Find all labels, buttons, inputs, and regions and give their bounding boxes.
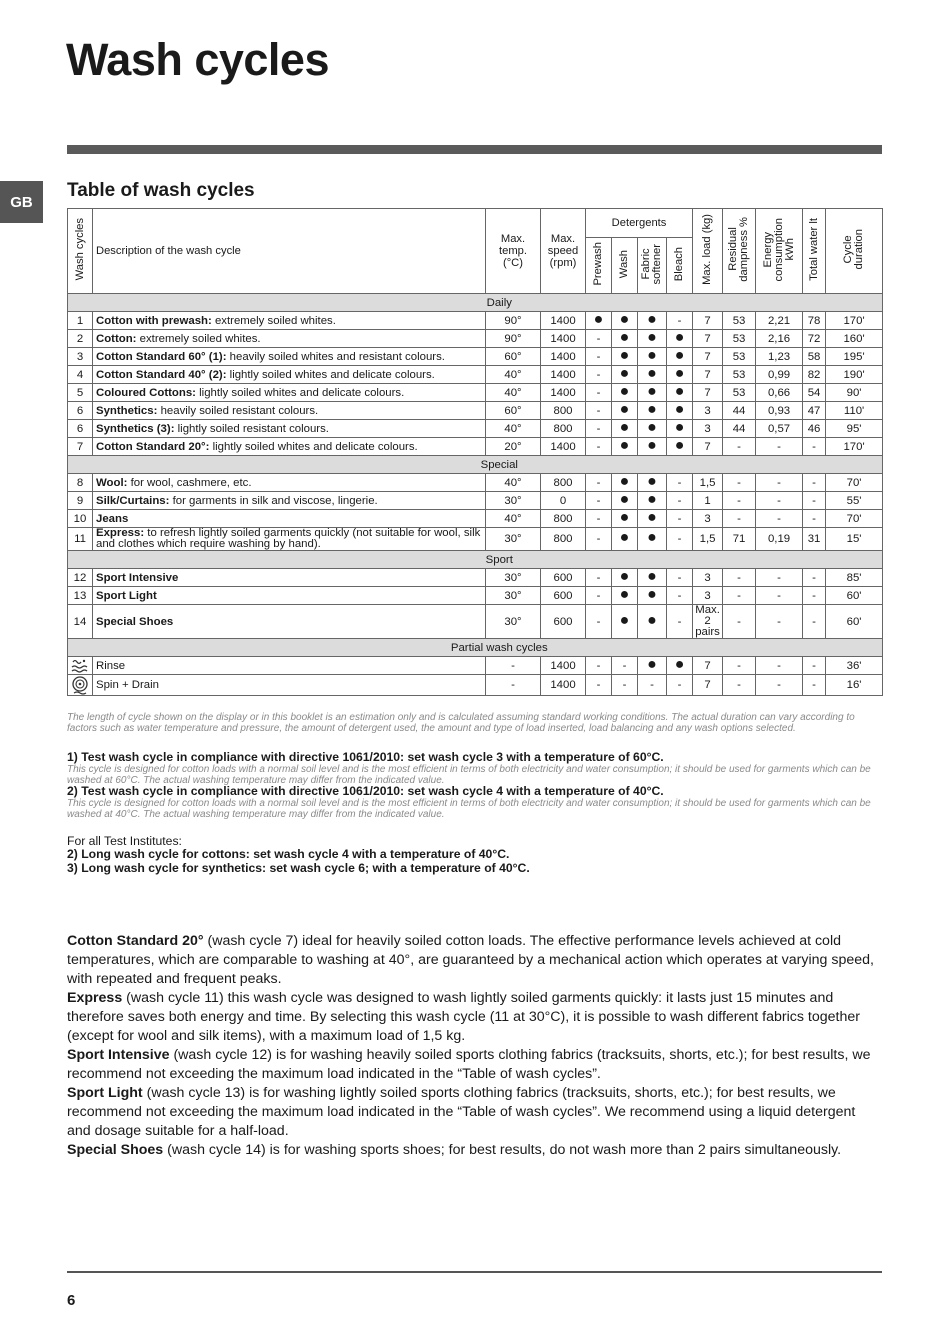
residual-dampness-cell: -	[723, 474, 756, 492]
max-load-cell: 3	[693, 587, 723, 605]
cycle-duration-cell: 170'	[826, 438, 883, 456]
prewash-cell: -	[586, 675, 612, 696]
max-temp-cell: 90°	[486, 330, 541, 348]
total-water-cell: -	[803, 569, 826, 587]
max-load-cell: 3	[693, 420, 723, 438]
wash-cell: ●	[612, 510, 638, 528]
cycle-duration-cell: 36'	[826, 657, 883, 675]
test-institutes-note	[67, 835, 882, 875]
cycle-paragraph: Sport Intensive (wash cycle 12) is for washing heavily soiled sports clothing fabrics (tracksuits, shorts, etc.); for best results, we recommend not exceeding the maximum load indicated in the “Table of wash cycles”.	[67, 1047, 871, 1082]
cycle-number: 9	[68, 492, 93, 510]
max-load-cell: 1	[693, 492, 723, 510]
cycle-number: 6	[68, 402, 93, 420]
max-load-cell: 7	[693, 330, 723, 348]
header-max-speed: Max. speed (rpm)	[541, 209, 586, 294]
header-bleach: Bleach	[667, 238, 693, 294]
cycle-number: 3	[68, 348, 93, 366]
fabric-softener-cell: ●	[638, 657, 667, 675]
cycle-number: 6	[68, 420, 93, 438]
header-detergents: Detergents	[586, 209, 693, 238]
total-water-cell: -	[803, 438, 826, 456]
cycle-duration-cell: 85'	[826, 569, 883, 587]
bleach-cell: ●	[667, 384, 693, 402]
total-water-cell: -	[803, 492, 826, 510]
max-speed-cell: 1400	[541, 366, 586, 384]
cycle-description: Cotton Standard 60° (1): heavily soiled whites and resistant colours.	[93, 348, 486, 366]
header-prewash: Prewash	[586, 238, 612, 294]
residual-dampness-cell: -	[723, 569, 756, 587]
table-row	[68, 348, 883, 366]
fabric-softener-cell: -	[638, 675, 667, 696]
wash-cell: ●	[612, 420, 638, 438]
residual-dampness-cell: 53	[723, 348, 756, 366]
fabric-softener-cell: ●	[638, 528, 667, 551]
energy-consumption-cell: -	[756, 657, 803, 675]
bleach-cell: -	[667, 528, 693, 551]
bleach-cell: ●	[667, 438, 693, 456]
footnote-1-title: 1) Test wash cycle in compliance with directive 1061/2010: set wash cycle 3 with a temperature of 60°C.	[67, 750, 664, 764]
cycle-duration-cell: 60'	[826, 605, 883, 639]
cycle-descriptions	[67, 932, 882, 1160]
header-fabric-softener: Fabric softener	[638, 238, 667, 294]
header-residual-dampness: Residual dampness %	[723, 209, 756, 294]
energy-consumption-cell: 2,21	[756, 312, 803, 330]
table-row	[68, 420, 883, 438]
footnote-2-title: 2) Test wash cycle in compliance with directive 1061/2010: set wash cycle 4 with a temperature of 40°C.	[67, 784, 664, 798]
footnote-1-text: This cycle is designed for cotton loads with a normal soil level and is the most efficient in terms of both electricity and water consumption; it should be used for garments which can be washed at 60°C. The actual washing temperature may differ from the indicated value.	[67, 764, 871, 786]
cycle-description: Wool: for wool, cashmere, etc.	[93, 474, 486, 492]
total-water-cell: -	[803, 510, 826, 528]
prewash-cell: -	[586, 420, 612, 438]
max-speed-cell: 800	[541, 510, 586, 528]
wash-cell: ●	[612, 348, 638, 366]
max-temp-cell: 40°	[486, 474, 541, 492]
prewash-cell: -	[586, 348, 612, 366]
cycle-description: Rinse	[93, 657, 486, 675]
header-max-temp: Max. temp. (°C)	[486, 209, 541, 294]
table-row	[68, 605, 883, 639]
max-load-cell: 3	[693, 402, 723, 420]
max-temp-cell: 30°	[486, 587, 541, 605]
max-speed-cell: 800	[541, 474, 586, 492]
fabric-softener-cell: ●	[638, 402, 667, 420]
max-load-cell: 7	[693, 384, 723, 402]
total-water-cell: -	[803, 605, 826, 639]
residual-dampness-cell: -	[723, 492, 756, 510]
fabric-softener-cell: ●	[638, 510, 667, 528]
max-load-cell: 3	[693, 569, 723, 587]
header-max-load: Max. load (kg)	[693, 209, 723, 294]
total-water-cell: 72	[803, 330, 826, 348]
total-water-cell: -	[803, 657, 826, 675]
header-cycle-duration: Cycle duration	[826, 209, 883, 294]
title-divider	[67, 145, 882, 154]
wash-cell: ●	[612, 312, 638, 330]
fabric-softener-cell: ●	[638, 384, 667, 402]
max-load-cell: 7	[693, 675, 723, 696]
cycle-description: Synthetics (3): lightly soiled resistant colours.	[93, 420, 486, 438]
prewash-cell: -	[586, 384, 612, 402]
footer-divider	[67, 1271, 882, 1273]
table-row	[68, 569, 883, 587]
energy-consumption-cell: 0,19	[756, 528, 803, 551]
table-row	[68, 510, 883, 528]
max-temp-cell: 20°	[486, 438, 541, 456]
residual-dampness-cell: 53	[723, 384, 756, 402]
max-temp-cell: -	[486, 657, 541, 675]
wash-cell: ●	[612, 474, 638, 492]
wash-cell: ●	[612, 492, 638, 510]
bleach-cell: -	[667, 675, 693, 696]
wash-cycles-table	[67, 208, 883, 696]
wash-cell: ●	[612, 587, 638, 605]
max-load-cell: 1,5	[693, 474, 723, 492]
max-load-cell: 7	[693, 366, 723, 384]
wash-cell: -	[612, 675, 638, 696]
cycle-description: Cotton: extremely soiled whites.	[93, 330, 486, 348]
language-tab: GB	[0, 181, 43, 223]
residual-dampness-cell: -	[723, 587, 756, 605]
max-speed-cell: 1400	[541, 675, 586, 696]
cycle-duration-cell: 170'	[826, 312, 883, 330]
max-speed-cell: 1400	[541, 348, 586, 366]
table-row	[68, 474, 883, 492]
fabric-softener-cell: ●	[638, 587, 667, 605]
fabric-softener-cell: ●	[638, 366, 667, 384]
residual-dampness-cell: 44	[723, 420, 756, 438]
table-row	[68, 675, 883, 696]
prewash-cell: -	[586, 657, 612, 675]
cycle-length-note: The length of cycle shown on the display or in this booklet is an estimation only and is calculated assuming standard working conditions. The actual duration can vary according to factors such as water temperature and pressure, the amount of detergent used, the amount and type of load inserted, load balancing and any wash options selected.	[67, 712, 855, 734]
residual-dampness-cell: -	[723, 657, 756, 675]
table-row	[68, 492, 883, 510]
total-water-cell: 47	[803, 402, 826, 420]
energy-consumption-cell: -	[756, 474, 803, 492]
header-wash: Wash	[612, 238, 638, 294]
header-wash-cycles: Wash cycles	[68, 209, 93, 294]
table-row	[68, 330, 883, 348]
table-row	[68, 657, 883, 675]
energy-consumption-cell: 2,16	[756, 330, 803, 348]
spin-drain-icon	[68, 675, 93, 696]
bleach-cell: -	[667, 510, 693, 528]
cycle-description: Silk/Curtains: for garments in silk and viscose, lingerie.	[93, 492, 486, 510]
fabric-softener-cell: ●	[638, 348, 667, 366]
bleach-cell: ●	[667, 366, 693, 384]
footnote-1	[67, 751, 882, 786]
wash-cell: ●	[612, 366, 638, 384]
cycle-duration-cell: 70'	[826, 510, 883, 528]
table-row	[68, 438, 883, 456]
total-water-cell: 82	[803, 366, 826, 384]
institutes-line-1: 2) Long wash cycle for cottons: set wash cycle 4 with a temperature of 40°C.	[67, 847, 510, 862]
header-total-water: Total water lt	[803, 209, 826, 294]
section-row	[68, 294, 883, 312]
prewash-cell: -	[586, 366, 612, 384]
section-row	[68, 639, 883, 657]
total-water-cell: 46	[803, 420, 826, 438]
cycle-number: 5	[68, 384, 93, 402]
cycle-description: Cotton Standard 20°: lightly soiled whites and delicate colours.	[93, 438, 486, 456]
wash-cell: -	[612, 657, 638, 675]
max-speed-cell: 1400	[541, 438, 586, 456]
cycle-description: Sport Light	[93, 587, 486, 605]
cycle-description: Special Shoes	[93, 605, 486, 639]
cycle-description: Coloured Cottons: lightly soiled whites and delicate colours.	[93, 384, 486, 402]
prewash-cell: -	[586, 438, 612, 456]
bleach-cell: ●	[667, 657, 693, 675]
wash-cell: ●	[612, 528, 638, 551]
section-title: Table of wash cycles	[67, 180, 255, 201]
residual-dampness-cell: 44	[723, 402, 756, 420]
max-load-cell: 7	[693, 438, 723, 456]
bleach-cell: -	[667, 474, 693, 492]
section-row	[68, 551, 883, 569]
cycle-number: 1	[68, 312, 93, 330]
section-label: Sport	[93, 551, 883, 569]
cycle-number: 10	[68, 510, 93, 528]
max-temp-cell: -	[486, 675, 541, 696]
energy-consumption-cell: -	[756, 605, 803, 639]
cycle-description: Cotton Standard 40° (2): lightly soiled whites and delicate colours.	[93, 366, 486, 384]
fabric-softener-cell: ●	[638, 474, 667, 492]
max-speed-cell: 0	[541, 492, 586, 510]
max-temp-cell: 40°	[486, 420, 541, 438]
energy-consumption-cell: -	[756, 587, 803, 605]
cycle-duration-cell: 195'	[826, 348, 883, 366]
wash-cell: ●	[612, 402, 638, 420]
prewash-cell: -	[586, 330, 612, 348]
cycle-duration-cell: 90'	[826, 384, 883, 402]
wash-cell: ●	[612, 384, 638, 402]
cycle-paragraph: Sport Light (wash cycle 13) is for washing lightly soiled sports clothing fabrics (tracksuits, shorts, etc.); for best results, we recommend not exceeding the maximum load indicated in the “Table of wash cycles”. We recommend using a liquid detergent and dosage suitable for a half-load.	[67, 1085, 856, 1139]
cycle-description: Cotton with prewash: extremely soiled whites.	[93, 312, 486, 330]
residual-dampness-cell: -	[723, 510, 756, 528]
fabric-softener-cell: ●	[638, 492, 667, 510]
residual-dampness-cell: 53	[723, 312, 756, 330]
cycle-description: Spin + Drain	[93, 675, 486, 696]
cycle-duration-cell: 55'	[826, 492, 883, 510]
table-row	[68, 402, 883, 420]
total-water-cell: 54	[803, 384, 826, 402]
max-speed-cell: 800	[541, 402, 586, 420]
total-water-cell: 78	[803, 312, 826, 330]
header-description: Description of the wash cycle	[93, 209, 486, 294]
max-load-cell: 7	[693, 657, 723, 675]
section-label: Special	[93, 456, 883, 474]
cycle-number: 8	[68, 474, 93, 492]
table-row	[68, 528, 883, 551]
section-label: Partial wash cycles	[93, 639, 883, 657]
prewash-cell: -	[586, 510, 612, 528]
wash-cell: ●	[612, 330, 638, 348]
residual-dampness-cell: 53	[723, 330, 756, 348]
cycle-number: 12	[68, 569, 93, 587]
energy-consumption-cell: -	[756, 510, 803, 528]
total-water-cell: -	[803, 675, 826, 696]
max-temp-cell: 60°	[486, 348, 541, 366]
energy-consumption-cell: 0,57	[756, 420, 803, 438]
prewash-cell: ●	[586, 312, 612, 330]
section-label: Daily	[93, 294, 883, 312]
max-temp-cell: 60°	[486, 402, 541, 420]
cycle-duration-cell: 15'	[826, 528, 883, 551]
cycle-number: 2	[68, 330, 93, 348]
cycle-paragraph: Special Shoes (wash cycle 14) is for washing sports shoes; for best results, do not wash more than 2 pairs simultaneously.	[67, 1142, 842, 1158]
max-load-cell: 1,5	[693, 528, 723, 551]
energy-consumption-cell: -	[756, 492, 803, 510]
prewash-cell: -	[586, 528, 612, 551]
max-temp-cell: 30°	[486, 569, 541, 587]
max-load-cell: 7	[693, 312, 723, 330]
energy-consumption-cell: -	[756, 438, 803, 456]
energy-consumption-cell: 0,66	[756, 384, 803, 402]
footnote-2	[67, 785, 882, 820]
table-row	[68, 312, 883, 330]
cycle-description: Express: to refresh lightly soiled garments quickly (not suitable for wool, silk and clothes which require washing by hand).	[93, 528, 486, 551]
max-load-cell: 7	[693, 348, 723, 366]
table-row	[68, 384, 883, 402]
bleach-cell: ●	[667, 420, 693, 438]
cycle-number: 4	[68, 366, 93, 384]
cycle-number: 7	[68, 438, 93, 456]
energy-consumption-cell: 1,23	[756, 348, 803, 366]
total-water-cell: 58	[803, 348, 826, 366]
bleach-cell: -	[667, 312, 693, 330]
max-speed-cell: 600	[541, 587, 586, 605]
wash-cell: ●	[612, 438, 638, 456]
fabric-softener-cell: ●	[638, 569, 667, 587]
prewash-cell: -	[586, 605, 612, 639]
bleach-cell: -	[667, 605, 693, 639]
wash-cell: ●	[612, 605, 638, 639]
prewash-cell: -	[586, 569, 612, 587]
prewash-cell: -	[586, 492, 612, 510]
prewash-cell: -	[586, 474, 612, 492]
max-temp-cell: 40°	[486, 510, 541, 528]
footnote-2-text: This cycle is designed for cotton loads with a normal soil level and is the most efficient in terms of both electricity and water consumption; it should be used for garments which can be washed at 40°C. The actual washing temperature may differ from the indicated value.	[67, 798, 871, 820]
institutes-heading: For all Test Institutes:	[67, 834, 182, 848]
max-speed-cell: 600	[541, 605, 586, 639]
bleach-cell: -	[667, 492, 693, 510]
fabric-softener-cell: ●	[638, 330, 667, 348]
cycle-description: Synthetics: heavily soiled resistant colours.	[93, 402, 486, 420]
max-temp-cell: 40°	[486, 366, 541, 384]
max-temp-cell: 90°	[486, 312, 541, 330]
bleach-cell: ●	[667, 330, 693, 348]
max-load-cell: 3	[693, 510, 723, 528]
table-row	[68, 366, 883, 384]
bleach-cell: ●	[667, 402, 693, 420]
max-speed-cell: 1400	[541, 312, 586, 330]
max-speed-cell: 800	[541, 420, 586, 438]
max-speed-cell: 1400	[541, 384, 586, 402]
residual-dampness-cell: -	[723, 675, 756, 696]
fabric-softener-cell: ●	[638, 605, 667, 639]
bleach-cell: ●	[667, 348, 693, 366]
residual-dampness-cell: -	[723, 605, 756, 639]
cycle-description: Sport Intensive	[93, 569, 486, 587]
table-row	[68, 587, 883, 605]
institutes-line-2: 3) Long wash cycle for synthetics: set wash cycle 6; with a temperature of 40°C.	[67, 860, 530, 875]
residual-dampness-cell: 53	[723, 366, 756, 384]
cycle-duration-cell: 70'	[826, 474, 883, 492]
total-water-cell: -	[803, 587, 826, 605]
max-load-cell: Max. 2 pairs	[693, 605, 723, 639]
total-water-cell: 31	[803, 528, 826, 551]
max-speed-cell: 600	[541, 569, 586, 587]
cycle-number: 11	[68, 528, 93, 551]
max-temp-cell: 30°	[486, 492, 541, 510]
prewash-cell: -	[586, 402, 612, 420]
max-speed-cell: 1400	[541, 330, 586, 348]
page-number: 6	[67, 1292, 76, 1309]
cycle-paragraph: Cotton Standard 20° (wash cycle 7) ideal for heavily soiled cotton loads. The effective performance levels achieved at cold temperatures, which are comparable to washing at 40°, are guaranteed by a mechanical action which operates at varying speed, with repeated and frequent peaks.	[67, 933, 874, 987]
header-energy: Energy consumption kWh	[756, 209, 803, 294]
prewash-cell: -	[586, 587, 612, 605]
cycle-number: 13	[68, 587, 93, 605]
residual-dampness-cell: 71	[723, 528, 756, 551]
cycle-duration-cell: 160'	[826, 330, 883, 348]
total-water-cell: -	[803, 474, 826, 492]
cycle-duration-cell: 60'	[826, 587, 883, 605]
max-speed-cell: 800	[541, 528, 586, 551]
cycle-duration-cell: 110'	[826, 402, 883, 420]
max-temp-cell: 40°	[486, 384, 541, 402]
cycle-duration-cell: 16'	[826, 675, 883, 696]
fabric-softener-cell: ●	[638, 438, 667, 456]
section-row	[68, 456, 883, 474]
cycle-paragraph: Express (wash cycle 11) this wash cycle was designed to wash lightly soiled garments quickly: it lasts just 15 minutes and therefore saves both energy and time. By selecting this wash cycle (11 at 30°C), it is possible to wash different fabrics together (except for wool and silk items), with a maximum load of 1,5 kg.	[67, 990, 860, 1044]
fabric-softener-cell: ●	[638, 420, 667, 438]
cycle-description: Jeans	[93, 510, 486, 528]
energy-consumption-cell: -	[756, 675, 803, 696]
cycle-number: 14	[68, 605, 93, 639]
residual-dampness-cell: -	[723, 438, 756, 456]
bleach-cell: -	[667, 587, 693, 605]
energy-consumption-cell: 0,99	[756, 366, 803, 384]
max-temp-cell: 30°	[486, 528, 541, 551]
bleach-cell: -	[667, 569, 693, 587]
cycle-duration-cell: 95'	[826, 420, 883, 438]
energy-consumption-cell: 0,93	[756, 402, 803, 420]
wash-cell: ●	[612, 569, 638, 587]
max-temp-cell: 30°	[486, 605, 541, 639]
fabric-softener-cell: ●	[638, 312, 667, 330]
energy-consumption-cell: -	[756, 569, 803, 587]
rinse-icon	[68, 657, 93, 675]
max-speed-cell: 1400	[541, 657, 586, 675]
page-title: Wash cycles	[66, 34, 329, 85]
cycle-duration-cell: 190'	[826, 366, 883, 384]
